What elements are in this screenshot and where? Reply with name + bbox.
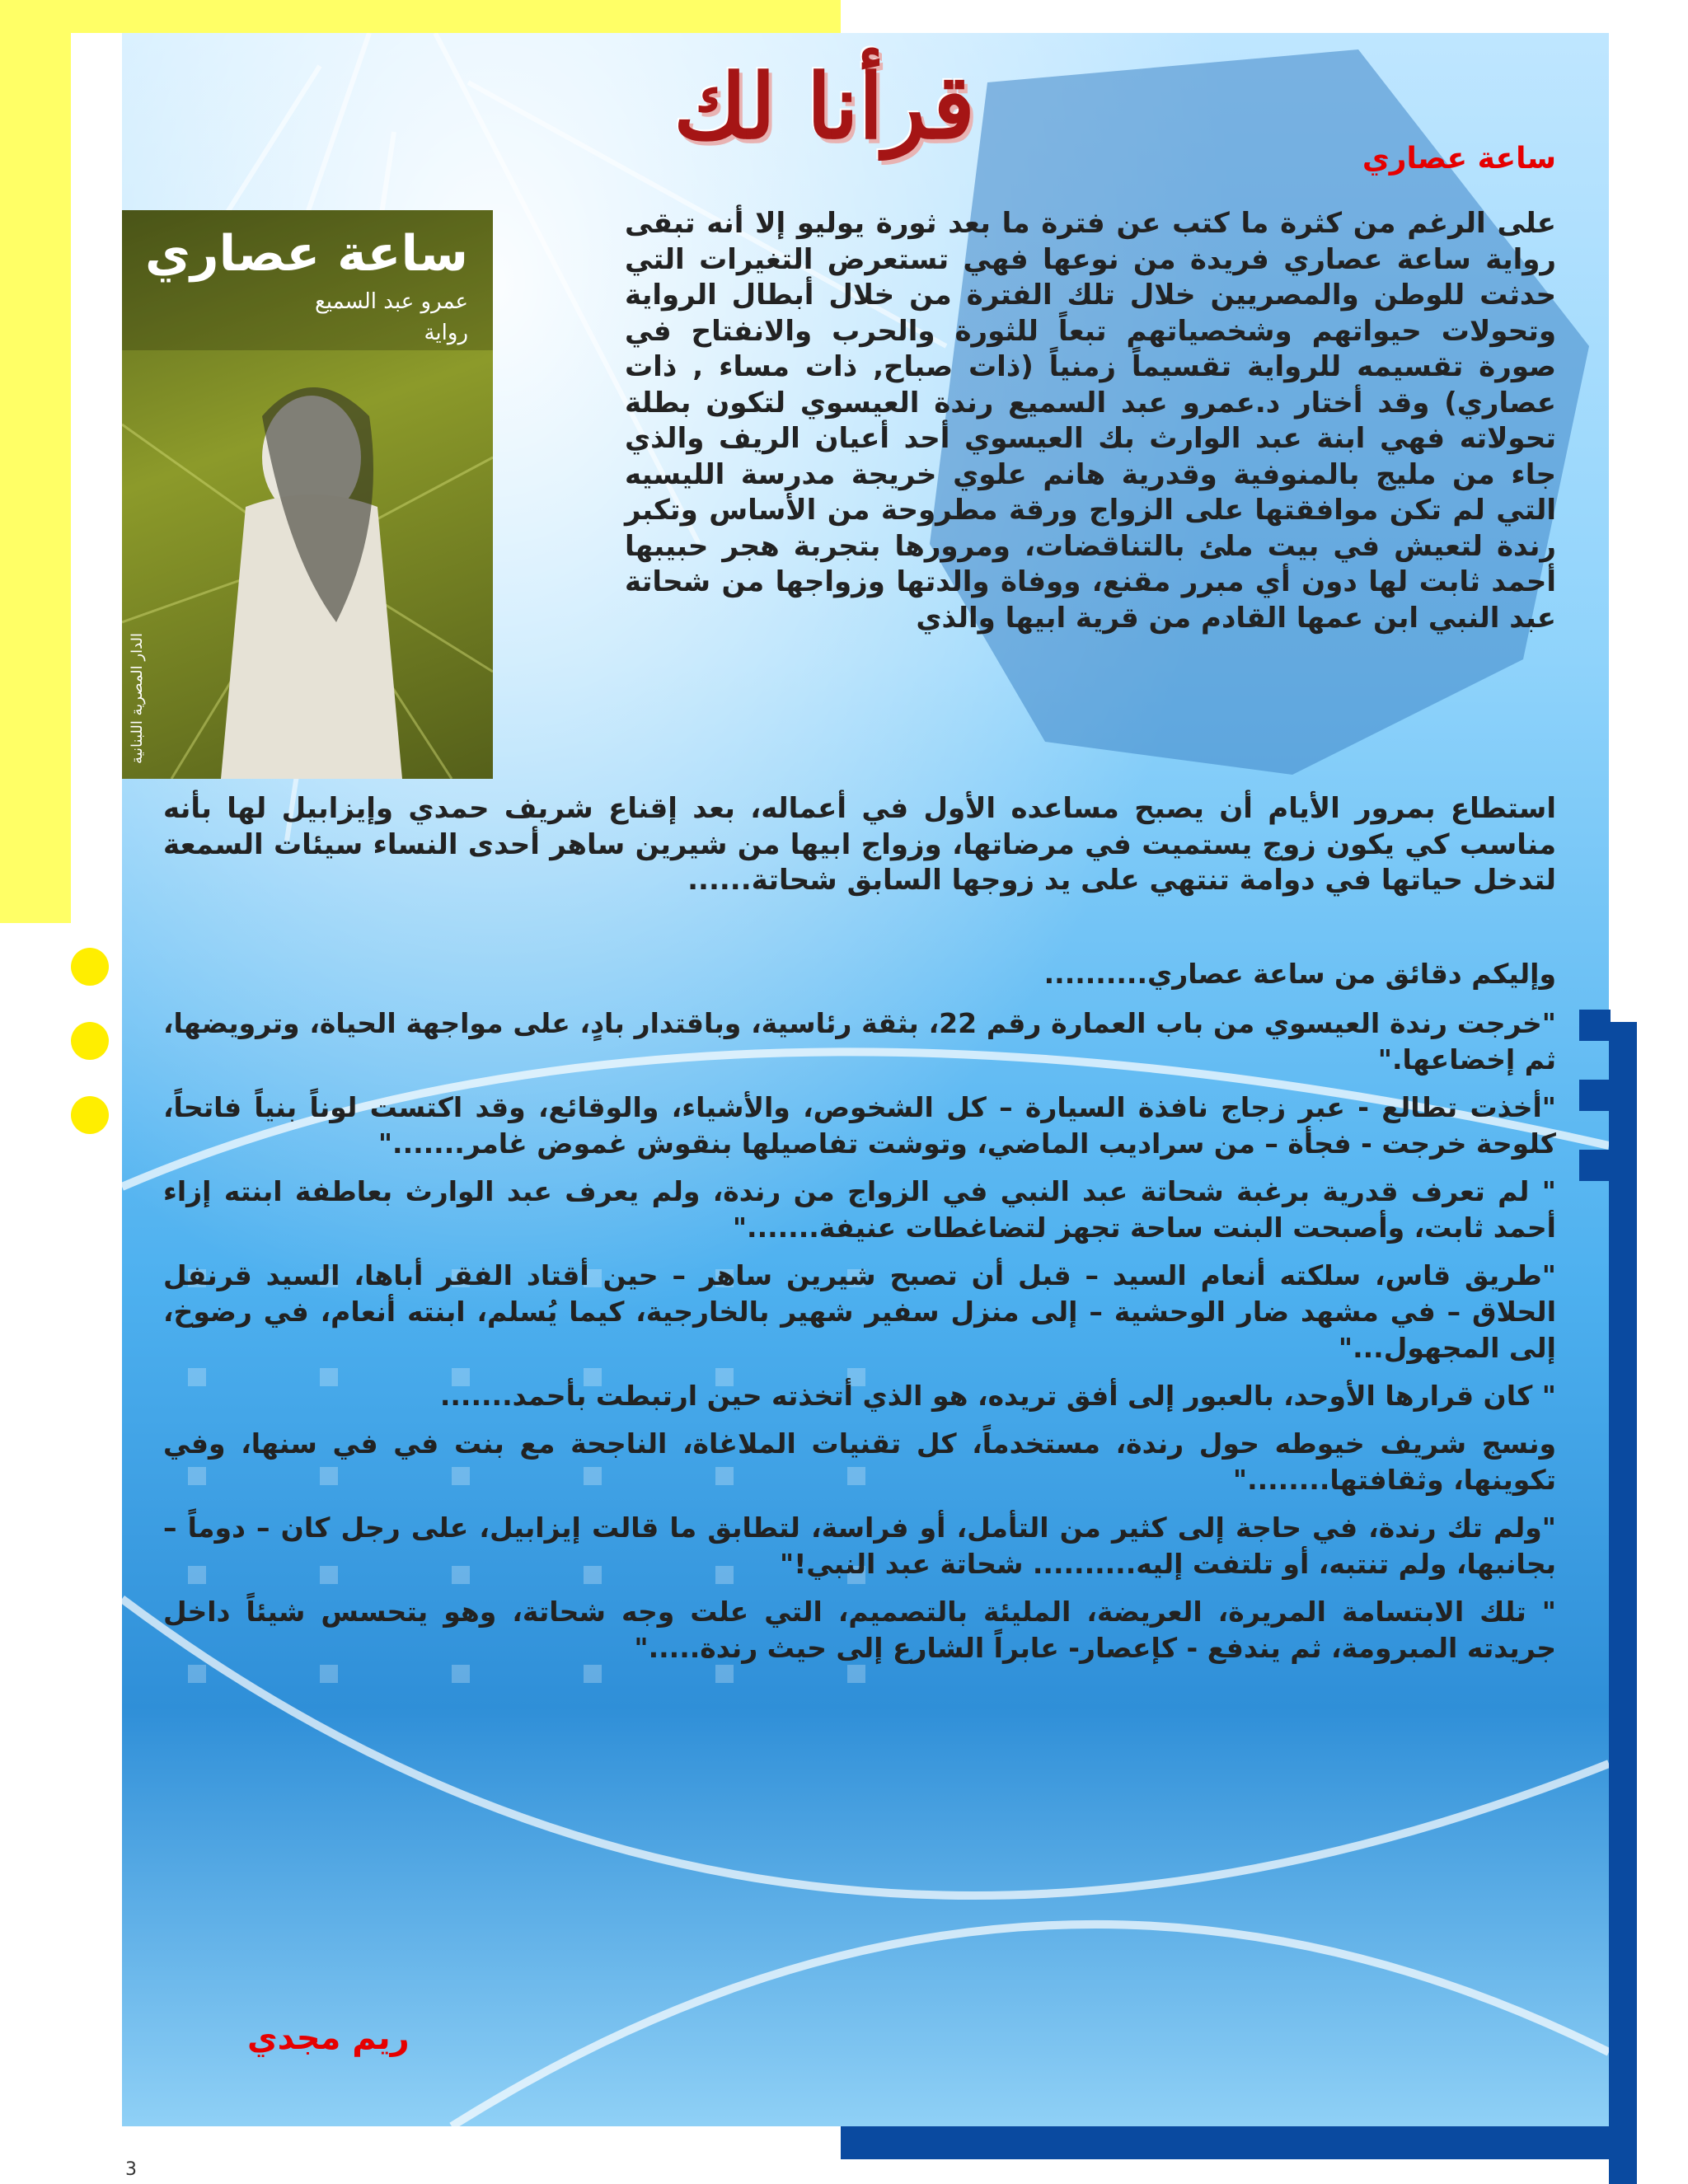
book-cover-author: عمرو عبد السميع xyxy=(314,289,468,314)
quote-paragraph: "أخذت تطالع - عبر زجاج نافذة السيارة – كل الشخوص، والأشياء، والوقائع، وقد اكتست لوناً بنياً فاتحاً، كلوحة خرجت - فجأة – من سراديب الماضي، وتوشت تفاصيلها بنقوش غموض غامر......." xyxy=(163,1091,1556,1160)
quote-paragraph: " لم تعرف قدرية برغبة شحاتة عبد النبي في الزواج من رندة، ولم يعرف عبد الوارث بعاطفة ابنته إزاء أحمد ثابت، وأصبحت البنت ساحة تجهز لتضاغطات عنيفة......." xyxy=(163,1175,1556,1244)
article-subtitle: ساعة عصاري xyxy=(1362,142,1556,176)
quote-paragraph: "ولم تك رندة، في حاجة إلى كثير من التأمل، أو فراسة، لتطابق ما قالت إيزابيل، على رجل كان – دوماً – بجانبها، ولم تنتبه، أو تلتفت إليه.......... شحاتة عبد النبي!" xyxy=(163,1511,1556,1580)
book-cover-image xyxy=(122,210,493,779)
quote-paragraph: "خرجت رندة العيسوي من باب العمارة رقم 22، بثقة رئاسية، وباقتدار بادٍ، على مواجهة الحياة، وترويضها، ثم إخضاعها." xyxy=(163,1007,1556,1076)
quote-paragraph: " تلك الابتسامة المريرة، العريضة، المليئة بالتصميم، التي علت وجه شحاتة، وهو يتحسس شيئاً داخل جريدته المبرومة، ثم يندفع - كإعصار- عابراً الشارع إلى حيث رندة....." xyxy=(163,1596,1556,1664)
yellow-dot-3 xyxy=(71,1096,109,1134)
book-cover-publisher: الدار المصرية اللبنانية xyxy=(129,632,146,764)
intro-paragraph-part1 xyxy=(625,206,1556,636)
quote-paragraph: ونسج شريف خيوطه حول رندة، مستخدماً، كل تقنيات الملاغاة، الناجحة مع بنت في في سنها، وفي تكوينها، وثقافتها........" xyxy=(163,1427,1556,1496)
intro-paragraph-part2 xyxy=(163,791,1556,899)
left-yellow-bar xyxy=(0,0,71,923)
author-signature: ريم مجدي xyxy=(247,2019,410,2057)
yellow-dot-2 xyxy=(71,1022,109,1060)
intro-text-part2: استطاع بمرور الأيام أن يصبح مساعده الأول في أعماله، بعد إقناع شريف حمدي وإيزابيل لها بأنه مناسب كي يكون زوج يستميت في مرضاتها، وزواج ابيها من شيرين ساهر أحدى النساء سيئات السمعة لتدخل حياتها في دوامة تنتهي على يد زوجها السابق شحاتة...... xyxy=(163,792,1556,897)
intro-text-part1: على الرغم من كثرة ما كتب عن فترة ما بعد ثورة يوليو إلا أنه تبقى رواية ساعة عصاري فريدة من نوعها فهي تستعرض التغيرات التي حدثت للوطن والمصريين خلال تلك الفترة من خلال أبطال الرواية وتحولات حيواتهم وشخصياتهم تبعاً للثورة والحرب والانفتاح في صورة تقسيمه للرواية تقسيماً زمنياً (ذات صباح, ذات مساء , ذات عصاري) وقد أختار د.عمرو عبد السميع رندة العيسوي لتكون بطلة تحولاته فهي ابنة عبد الوارث بك العيسوي أحد أعيان الريف والذي جاء من مليج بالمنوفية وقدرية هانم علوي خريجة مدرسة الليسيه التي لم تكن موافقتها على الزواج ورقة مطروحة من الأساس وتكبر رندة لتعيش في بيت ملئ بالتناقضات، ومرورها بتجربة هجر حبيبها أحمد ثابت لها دون أي مبرر مقنع، ووفاة والدتها وزواجها من شحاتة عبد النبي ابن عمها القادم من قرية ابيها والذي xyxy=(625,207,1556,635)
book-cover-title: ساعة عصاري xyxy=(145,225,468,283)
blue-square-1 xyxy=(1579,1010,1611,1041)
blue-square-3 xyxy=(1579,1150,1611,1181)
quotes-lead-in: وإليكم دقائق من ساعة عصاري.......... xyxy=(1043,958,1556,990)
quotes-section xyxy=(163,956,1556,1678)
bottom-blue-strip xyxy=(841,2126,1637,2159)
quote-paragraph: " كان قرارها الأوحد، بالعبور إلى أفق تريده، هو الذي أتخذته حين ارتبطت بأحمد....... xyxy=(439,1380,1556,1412)
yellow-dot-1 xyxy=(71,948,109,986)
page-headline: قرأنا لك xyxy=(673,55,975,159)
quote-paragraph: "طريق قاس، سلكته أنعام السيد – قبل أن تصبح شيرين ساهر – حين أقتاد الفقر أباها، السيد قرنفل الحلاق – في مشهد ضار الوحشية – إلى منزل سفير شهير بالخارجية، كيما يُسلم، ابنته أنعام، في رضوخ، إلى المجهول..." xyxy=(163,1259,1556,1364)
page-number: 3 xyxy=(125,2159,137,2180)
right-blue-strip xyxy=(1609,1022,1637,2184)
top-yellow-bar xyxy=(0,0,841,33)
blue-square-2 xyxy=(1579,1080,1611,1111)
book-cover-genre: رواية xyxy=(424,321,468,345)
